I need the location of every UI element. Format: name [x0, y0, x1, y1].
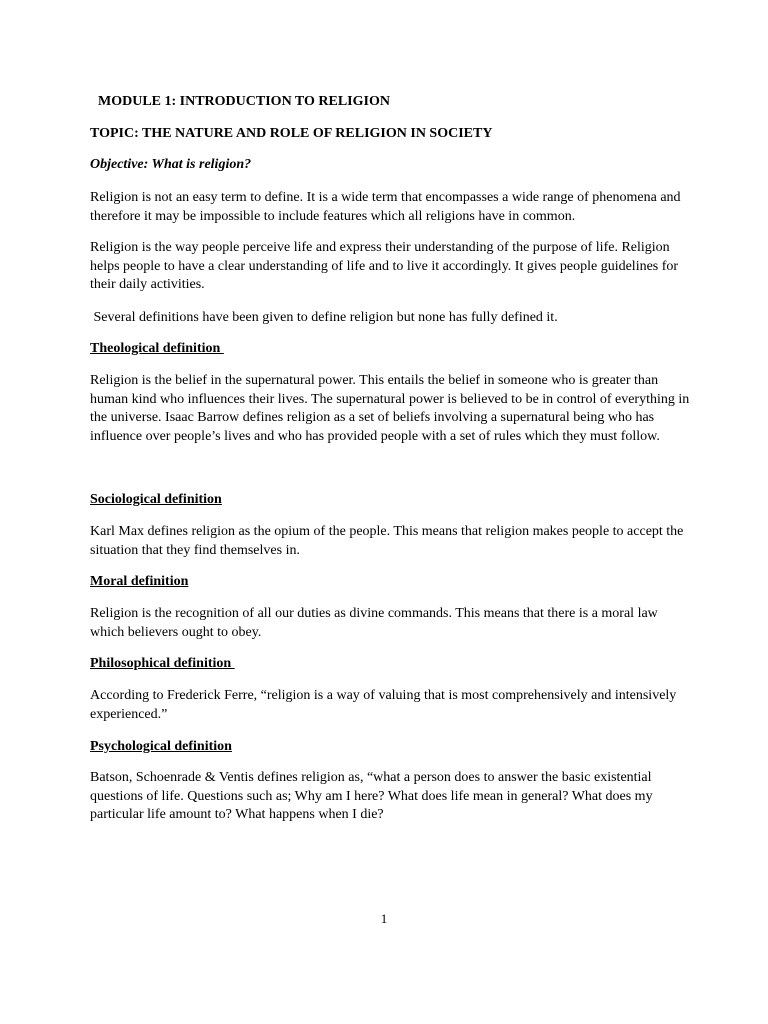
section-heading-moral: Moral definition: [90, 574, 189, 589]
section-body-moral: Religion is the recognition of all our duties as divine commands. This means that there is a moral law which believers ought to obey.: [90, 606, 658, 640]
section-body-sociological: Karl Max defines religion as the opium of the people. This means that religion makes people to accept the situation that they find themselves in.: [90, 524, 684, 558]
intro-paragraph: Several definitions have been given to define religion but none has fully defined it.: [90, 310, 558, 325]
section-heading-sociological: Sociological definition: [90, 492, 222, 507]
section-heading-theological: Theological definition: [90, 341, 224, 356]
section-body-theological: Religion is the belief in the supernatural power. This entails the belief in someone who is greater than human kind who influences their lives. The supernatural power is believed to be in control of everything in the universe. Isaac Barrow defines religion as a set of beliefs involving a supernatural being who has influence over people’s lives and who has provided people with a set of rules which they must follow.: [90, 373, 690, 444]
section-body-psychological: Batson, Schoenrade & Ventis defines religion as, “what a person does to answer the basic existential questions of life. Questions such as; Why am I here? What does life mean in general? What does my particular life amount to? What happens when I die?: [90, 770, 653, 823]
section-heading-philosophical: Philosophical definition: [90, 656, 235, 671]
intro-paragraph: Religion is the way people perceive life and express their understanding of the purpose of life. Religion helps people to have a clear understanding of life and to live it accordingly. It gives people guidelines for their daily activities.: [90, 240, 679, 293]
section-body-philosophical: According to Frederick Ferre, “religion is a way of valuing that is most comprehensively and intensively experienced.”: [90, 688, 677, 722]
section-heading-psychological: Psychological definition: [90, 739, 232, 754]
objective-heading: Objective: What is religion?: [90, 157, 252, 172]
intro-paragraph: Religion is not an easy term to define. It is a wide term that encompasses a wide range of phenomena and therefore it may be impossible to include features which all religions have in common.: [90, 190, 681, 224]
topic-heading: TOPIC: THE NATURE AND ROLE OF RELIGION IN SOCIETY: [90, 126, 493, 141]
module-title: MODULE 1: INTRODUCTION TO RELIGION: [98, 94, 390, 109]
page-number: 1: [380, 911, 388, 926]
